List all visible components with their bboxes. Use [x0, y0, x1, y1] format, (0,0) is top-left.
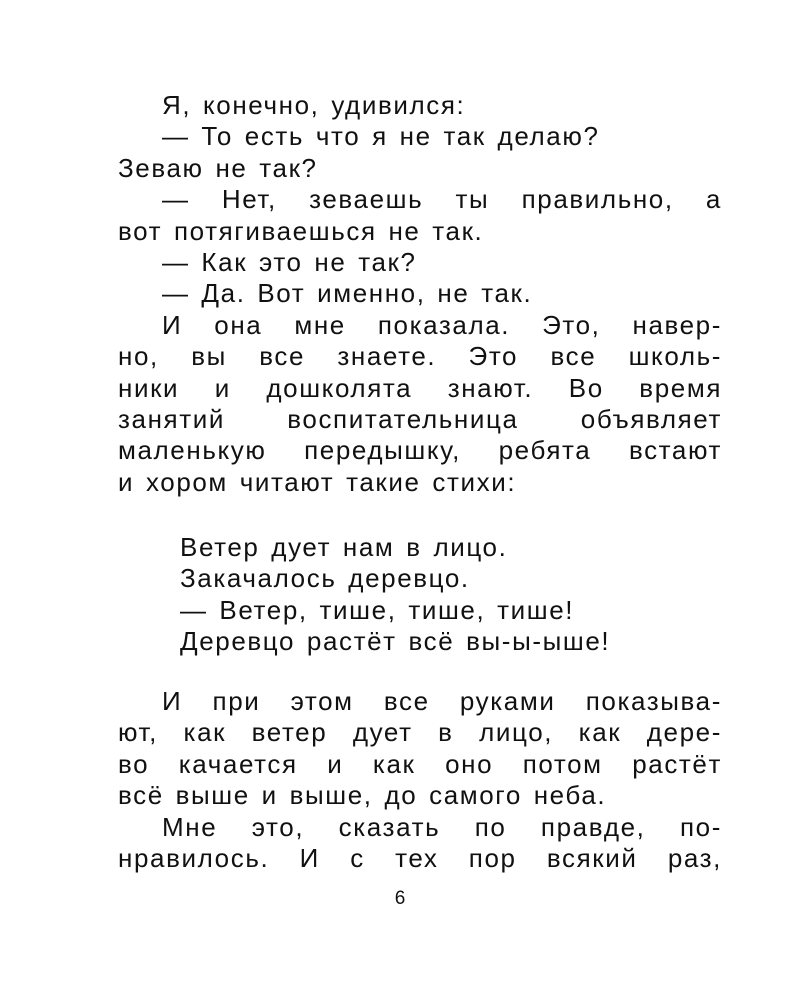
text-line: и хором читают такие стихи: [118, 466, 517, 497]
text-line: — Как это не так? [162, 246, 417, 277]
text-line: ют, как ветер дует в лицо, как дере- [118, 717, 722, 748]
text-line: ники и дошколята знают. Во время [118, 372, 722, 403]
text-line: но, вы все знаете. Это все школь- [118, 341, 722, 372]
text-line: Мне это, сказать по правде, по- [162, 811, 722, 842]
text-line: занятий воспитательница объявляет [118, 403, 722, 434]
text-line: Зеваю не так? [118, 152, 318, 183]
poem-line: Закачалось деревцо. [180, 563, 470, 594]
page-number: 6 [394, 888, 406, 909]
text-line: маленькую передышку, ребята встают [118, 435, 722, 466]
poem-line: — Ветер, тише, тише, тише! [180, 594, 575, 625]
prose-paragraphs-top [118, 90, 722, 498]
text-line: нравилось. И с тех пор всякий раз, [118, 842, 722, 873]
text-line: вот потягиваешься не так. [118, 215, 484, 246]
poem-stanza [180, 532, 720, 658]
text-line: всё выше и выше, до самого неба. [118, 780, 607, 811]
text-line: — Нет, зеваешь ты правильно, а [162, 184, 722, 215]
text-line: И при этом все руками показыва- [162, 686, 722, 716]
text-line: во качается и как оно потом растёт [118, 748, 722, 779]
prose-paragraphs-bottom [118, 686, 722, 874]
text-line: — Да. Вот именно, не так. [162, 278, 533, 309]
poem-line: Ветер дует нам в лицо. [180, 532, 508, 562]
text-line: Я, конечно, удивился: [162, 90, 466, 120]
text-line: И она мне показала. Это, навер- [162, 309, 722, 340]
text-line: — То есть что я не так делаю? [162, 121, 600, 152]
poem-line: Деревцо растёт всё вы-ы-ыше! [180, 626, 611, 657]
